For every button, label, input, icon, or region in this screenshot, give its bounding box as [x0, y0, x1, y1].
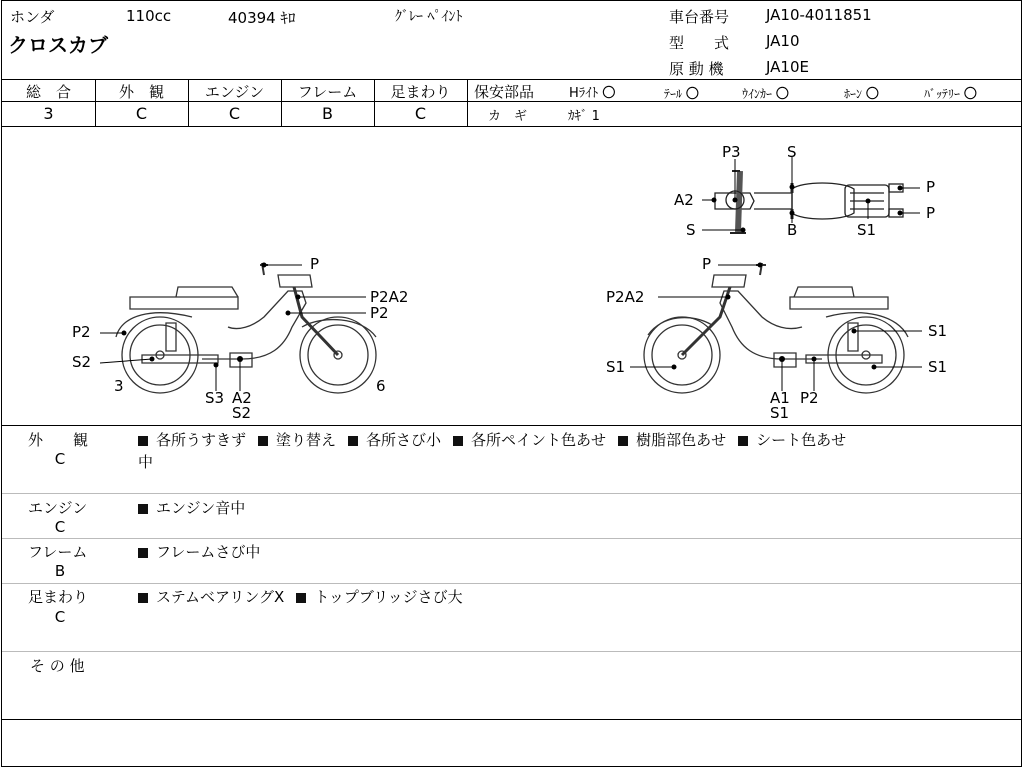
remark-exterior-items: [138, 429, 846, 450]
color: ｸﾞﾚｰ ﾍﾟｲﾝﾄ: [395, 9, 463, 25]
displacement: 110cc: [126, 7, 172, 25]
label-left-p2-rear: P2: [72, 323, 91, 341]
label-top-p2: P: [926, 204, 936, 222]
frame-grade: B: [322, 104, 333, 123]
label-right-s1-front: S1: [606, 358, 626, 376]
safety-item-battery: ﾊﾞｯﾃﾘｰ 〇: [924, 87, 977, 102]
remark-suspension-grade: C: [54, 608, 66, 626]
divider: [2, 425, 1021, 426]
remark-suspension-label: 足まわり: [28, 588, 89, 606]
damage-diagram: [2, 127, 1021, 425]
label-right-a1: A1: [770, 389, 790, 407]
key-value: ｶｷﾞ 1: [568, 109, 600, 124]
right-side-bike: [644, 263, 908, 393]
remark-item: フレームさび中: [156, 543, 261, 561]
model-name: クロスカブ: [8, 33, 108, 57]
label-left-3: 3: [114, 377, 124, 395]
divider: [2, 538, 1021, 539]
label-right-p: P: [702, 255, 712, 273]
label-left-a2: A2: [232, 389, 252, 407]
remark-exterior-label: 外 観: [28, 431, 89, 449]
remark-frame-grade: B: [54, 562, 66, 580]
label-right-p2: P2: [800, 389, 819, 407]
label-left-6: 6: [376, 377, 386, 395]
remark-exterior-wrap: 中: [138, 453, 154, 471]
label-top-a2: A2: [674, 191, 694, 209]
exterior-label: 外 観: [118, 83, 164, 101]
label-left-p2a2: P2A2: [370, 288, 409, 306]
frame-no-label: 車台番号: [669, 8, 730, 26]
remark-engine-label: エンジン: [28, 499, 88, 517]
remark-engine-grade: C: [54, 518, 66, 536]
frame-no: JA10-4011851: [766, 6, 872, 24]
remark-item: 塗り替え: [276, 431, 337, 449]
remark-other-label: そ の 他: [30, 657, 85, 675]
exterior-grade: C: [135, 104, 148, 123]
remark-frame-label: フレーム: [28, 543, 88, 561]
inspection-sheet: [1, 0, 1022, 767]
label-left-s3: S3: [205, 389, 225, 407]
remark-engine-items: [138, 497, 245, 518]
label-top-s: S: [787, 143, 797, 161]
remark-item: 各所さび小: [366, 431, 442, 449]
divider: [2, 493, 1021, 494]
remark-frame-items: [138, 541, 260, 562]
type-value: JA10: [766, 32, 800, 50]
type-label: 型 式: [669, 34, 730, 52]
label-top-b: B: [787, 221, 798, 239]
key-label: カ ギ: [488, 109, 528, 124]
remark-item: 各所うすきず: [156, 431, 247, 449]
engine-label: 原 動 機: [669, 60, 724, 78]
overall-label: 総 合: [25, 83, 71, 101]
maker: ホンダ: [10, 8, 55, 26]
divider: [2, 583, 1021, 584]
divider: [2, 79, 1021, 80]
suspension-grade-label: 足まわり: [390, 83, 451, 101]
remark-item: 樹脂部色あせ: [636, 431, 727, 449]
engine-value: JA10E: [766, 58, 809, 76]
overall-grade: 3: [43, 104, 54, 123]
label-left-s2-bottom: S2: [232, 404, 252, 422]
label-top-p1: P: [926, 178, 936, 196]
label-top-s1: S1: [857, 221, 877, 239]
remark-item: シート色あせ: [756, 431, 847, 449]
label-right-s1-bottom: S1: [770, 404, 790, 422]
safety-item-horn: ﾎｰﾝ 〇: [844, 87, 879, 102]
label-right-p2a2: P2A2: [606, 288, 645, 306]
label-top-p3: P3: [722, 143, 741, 161]
engine-grade-label: エンジン: [204, 83, 265, 101]
remark-item: ステムベアリングX: [156, 588, 285, 606]
mileage: 40394 ｷﾛ: [228, 9, 296, 27]
remark-item: トップブリッジさび大: [314, 588, 463, 606]
label-right-s1-rear: S1: [928, 358, 948, 376]
label-left-p2: P2: [370, 304, 389, 322]
label-left-s2: S2: [72, 353, 92, 371]
label-right-s1-seat: S1: [928, 322, 948, 340]
divider: [2, 651, 1021, 652]
remark-item: エンジン音中: [156, 499, 246, 517]
divider: [2, 719, 1021, 720]
label-left-p: P: [310, 255, 320, 273]
safety-label: 保安部品: [474, 83, 535, 101]
divider: [467, 79, 468, 126]
safety-item-tail: ﾃｰﾙ 〇: [664, 87, 699, 102]
left-side-bike: [116, 263, 376, 393]
remark-suspension-items: [138, 586, 475, 607]
frame-grade-label: フレーム: [297, 83, 358, 101]
remark-exterior-grade: C: [54, 450, 66, 468]
safety-item-headlight: Hﾗｲﾄ 〇: [569, 86, 616, 101]
safety-item-winker: ｳｲﾝｶｰ 〇: [742, 87, 789, 102]
label-top-s-bottom: S: [686, 221, 696, 239]
engine-grade: C: [228, 104, 241, 123]
suspension-grade: C: [414, 104, 427, 123]
remark-item: 各所ペイント色あせ: [471, 431, 607, 449]
